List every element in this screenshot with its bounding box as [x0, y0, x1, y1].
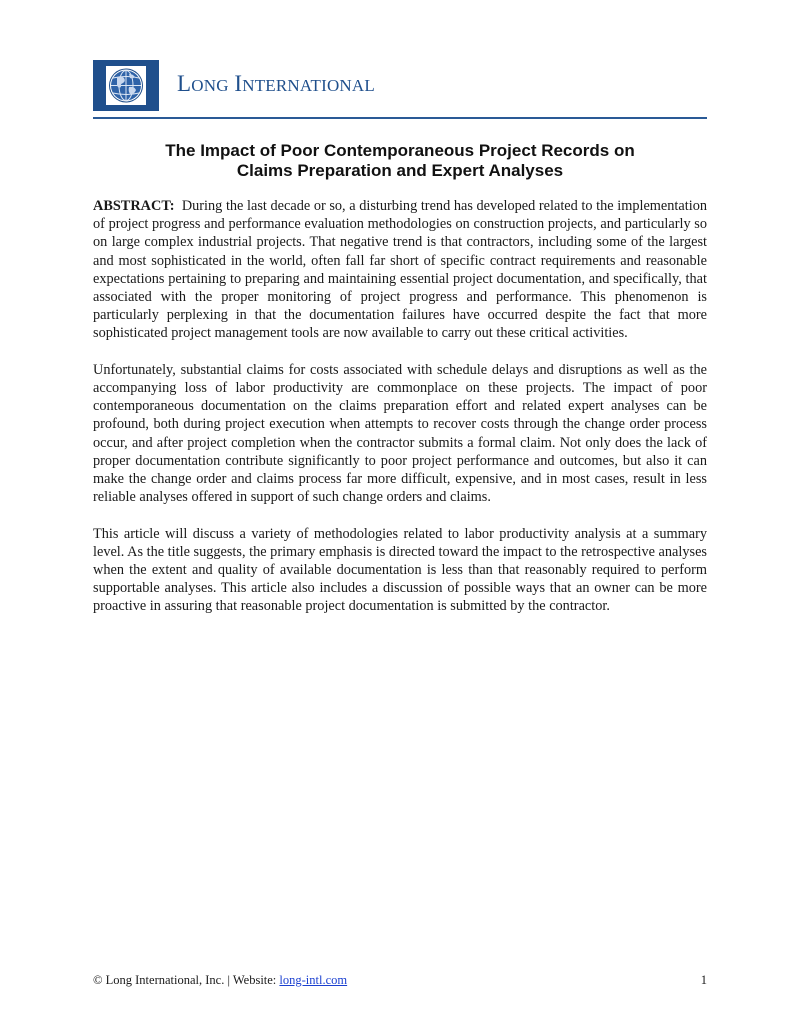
- footer-copyright: © Long International, Inc. | Website:: [93, 973, 280, 987]
- page-number: 1: [700, 973, 707, 987]
- footer-left: [93, 972, 347, 988]
- abstract-paragraph-3: This article will discuss a variety of methodologies related to labor productivity analysis at a summary level. As the title suggests, the primary emphasis is directed toward the impact to the retrospective analyses when the extent and quality of available documentation is less than that reasonably required to perform supportable analyses. This article also includes a discussion of possible ways that an owner can be more proactive in assuring that reasonable project documentation is submitted by the contractor.: [93, 525, 707, 615]
- company-name: [177, 71, 375, 97]
- brand-second-rest: NTERNATIONAL: [242, 76, 375, 95]
- abstract-label: ABSTRACT:: [93, 198, 175, 214]
- abstract-paragraph-1: [93, 197, 707, 343]
- brand-first-rest: ONG: [191, 76, 229, 95]
- page-title: [93, 141, 707, 181]
- brand-second-cap: I: [234, 71, 243, 96]
- abstract-paragraph-1-text: During the last decade or so, a disturbing trend has developed related to the implementation of project progress and performance evaluation methodologies on construction projects, and particularly so on large complex industrial projects. That negative trend is that contractors, including some of the largest and most sophisticated in the world, often fall far short of specific contract requirements and reasonable expectations pertaining to preparing and maintaining essential project documentation, and specifically, that associated with the proper monitoring of project progress and performance. This phenomenon is particularly perplexing in that the documentation failures have occurred despite the fact that more sophisticated project management tools are now available to carry out these critical activities.: [93, 198, 707, 342]
- website-link[interactable]: long-intl.com: [279, 973, 348, 987]
- long-international-logo-icon: [93, 60, 159, 111]
- header-divider: [93, 117, 707, 119]
- brand-first-cap: L: [177, 71, 192, 96]
- abstract-paragraph-2: Unfortunately, substantial claims for costs associated with schedule delays and disruptions as well as the accompanying loss of labor productivity are commonplace on these projects. The impact of poor contemporaneous documentation on the claims preparation effort and related expert analyses can be profound, both during project execution when attempts to recover costs through the change order process occur, and after project completion when the contractor submits a formal claim. Not only does the lack of proper documentation contribute significantly to poor project performance and outcomes, but also it can make the change order and claims process far more difficult, expensive, and in most cases, result in less reliable analyses offered in support of such change orders and claims.: [93, 361, 707, 506]
- title-line-1: The Impact of Poor Contemporaneous Project Records on: [165, 141, 635, 160]
- abstract-body: [93, 197, 707, 634]
- title-line-2: Claims Preparation and Expert Analyses: [236, 161, 564, 180]
